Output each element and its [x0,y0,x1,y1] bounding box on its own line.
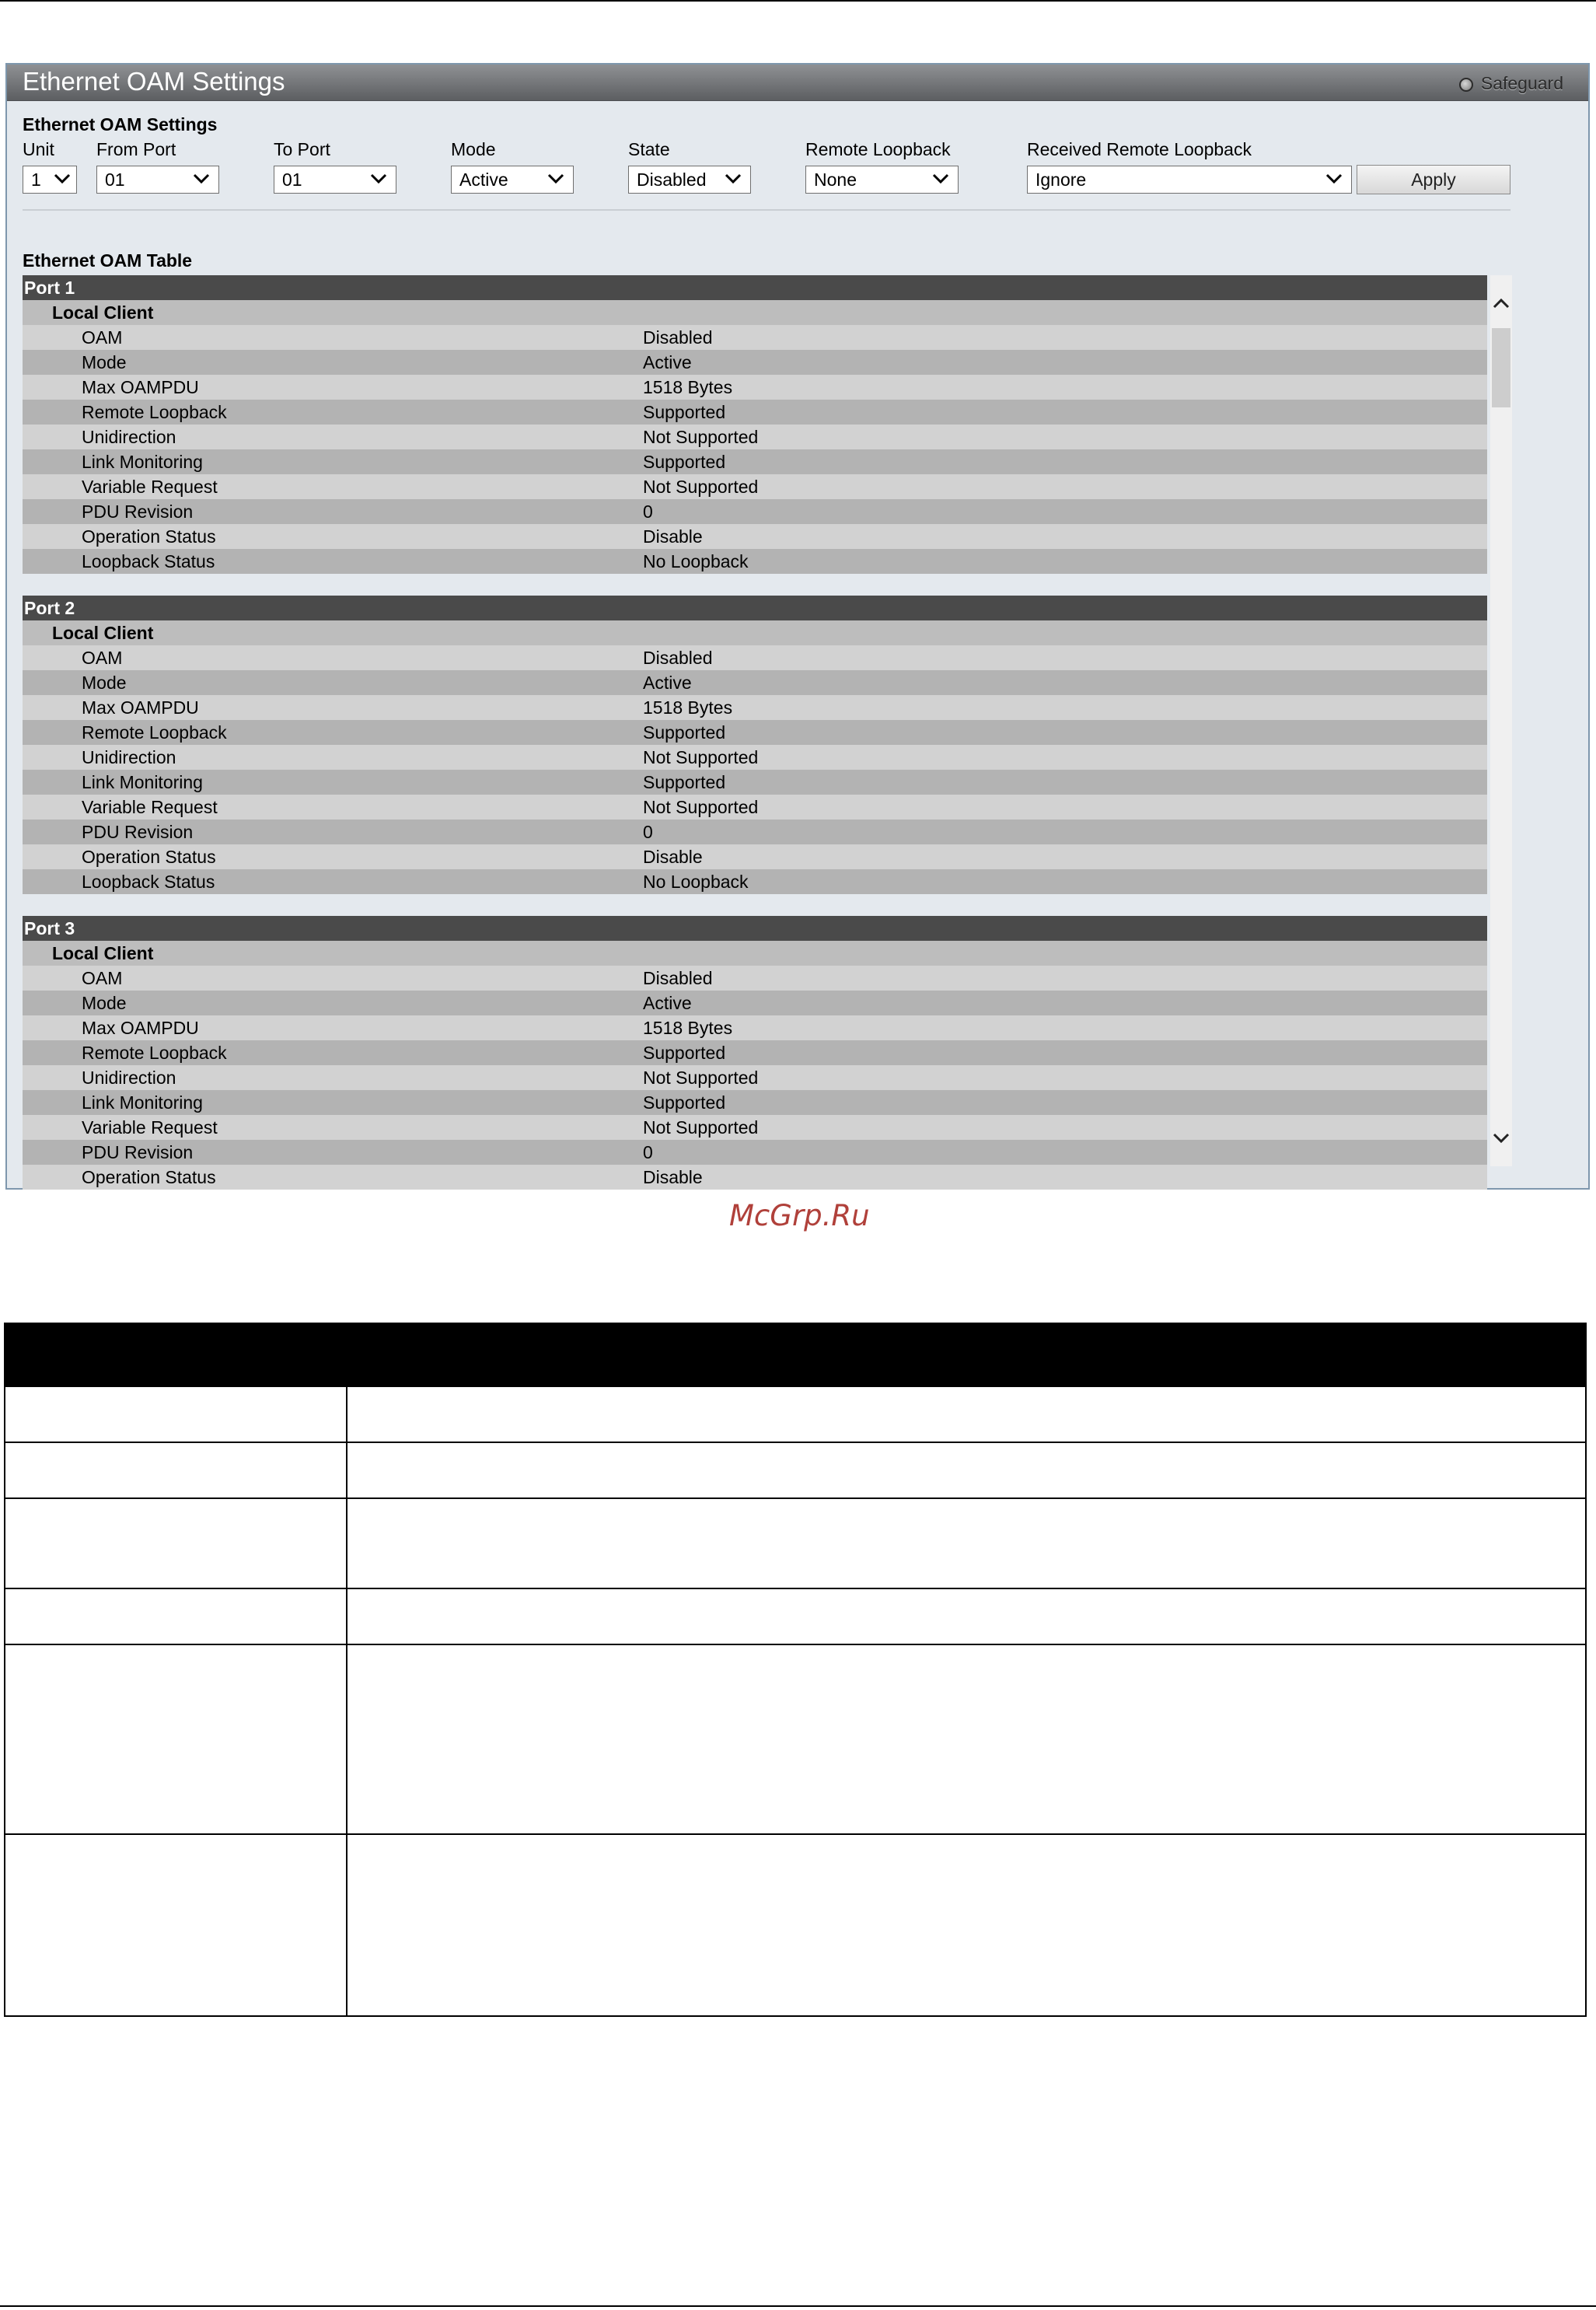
table-row [23,991,1487,1015]
row-value: Not Supported [643,477,759,497]
row-key: Max OAMPDU [82,697,199,718]
row-value: Supported [643,402,726,422]
row-value: No Loopback [643,872,749,892]
chevron-down-icon [722,168,744,190]
row-key: Operation Status [82,526,216,547]
port-header [23,275,1487,300]
description-table-header [4,1323,1587,1387]
row-value: Not Supported [643,427,759,447]
row-key: Operation Status [82,847,216,867]
row-value: Not Supported [643,747,759,767]
chevron-down-icon [545,168,567,190]
row-value: 1518 Bytes [643,1018,733,1038]
table-row [23,499,1487,524]
row-value: Active [643,673,692,693]
port-label: Port 1 [24,278,75,298]
row-key: PDU Revision [82,822,194,842]
row-value: Disabled [643,327,713,348]
table-row [4,1499,1587,1589]
row-value: 1518 Bytes [643,697,733,718]
from-port-value: 01 [105,169,125,190]
chevron-down-icon [190,168,212,190]
table-row [23,350,1487,375]
panel-title: Ethernet OAM Settings [23,67,285,96]
row-value: Supported [643,452,726,472]
table-row [23,549,1487,574]
bottom-rule [0,2305,1596,2307]
row-key: Max OAMPDU [82,1018,199,1038]
mode-value: Active [459,169,508,190]
port-label: Port 3 [24,918,75,938]
unit-value: 1 [31,169,41,190]
table-row [23,325,1487,350]
table-section-title: Ethernet OAM Table [23,250,193,271]
row-key: Loopback Status [82,551,215,571]
table-row [23,795,1487,820]
row-key: Unidirection [82,1068,176,1088]
divider [23,209,1510,211]
remote-loopback-label: Remote Loopback [805,139,951,159]
table-row [23,1115,1487,1140]
local-client-label: Local Client [52,943,154,963]
row-key: OAM [82,968,123,988]
table-row [23,474,1487,499]
table-row [4,1645,1587,1835]
row-value: No Loopback [643,551,749,571]
port-header [23,596,1487,620]
row-value: Supported [643,722,726,743]
row-value: Not Supported [643,797,759,817]
table-row [23,1140,1487,1165]
table-row [23,966,1487,991]
from-port-select[interactable] [96,166,219,194]
row-key: Unidirection [82,747,176,767]
state-label: State [628,139,670,159]
table-row [23,425,1487,449]
row-key: OAM [82,648,123,668]
row-key: Link Monitoring [82,772,203,792]
row-value: Disable [643,526,703,547]
row-value: Disable [643,1167,703,1187]
mode-select[interactable] [451,166,574,194]
unit-label: Unit [23,139,54,159]
chevron-down-icon [930,168,952,190]
row-key: PDU Revision [82,501,194,522]
remote-loopback-select[interactable] [805,166,959,194]
row-value: Active [643,352,692,372]
table-row [4,1835,1587,2017]
port-label: Port 2 [24,598,75,618]
remote-loopback-value: None [814,169,857,190]
to-port-value: 01 [282,169,302,190]
state-value: Disabled [637,169,707,190]
row-value: 0 [643,822,653,842]
local-client-header [23,620,1487,645]
table-row [23,720,1487,745]
row-key: Link Monitoring [82,1092,203,1113]
safeguard-icon [1459,78,1473,92]
row-key: OAM [82,327,123,348]
table-row [23,1165,1487,1190]
table-row [23,820,1487,844]
ethernet-oam-table [23,275,1487,1187]
table-row [23,745,1487,770]
to-port-label: To Port [274,139,330,159]
to-port-select[interactable] [274,166,396,194]
table-row [23,670,1487,695]
from-port-label: From Port [96,139,176,159]
row-key: Operation Status [82,1167,216,1187]
table-row [23,449,1487,474]
safeguard-label: Safeguard [1480,73,1563,93]
table-row [23,695,1487,720]
row-key: Variable Request [82,797,218,817]
table-row [23,1090,1487,1115]
row-value: Not Supported [643,1117,759,1138]
row-value: Active [643,993,692,1013]
row-value: 0 [643,501,653,522]
row-key: Remote Loopback [82,722,227,743]
local-client-label: Local Client [52,302,154,323]
row-value: Supported [643,772,726,792]
top-rule [0,0,1596,2]
received-remote-loopback-value: Ignore [1035,169,1087,190]
row-key: Max OAMPDU [82,377,199,397]
row-key: PDU Revision [82,1142,194,1162]
row-value: Disabled [643,968,713,988]
table-row [23,1015,1487,1040]
row-key: Variable Request [82,477,218,497]
row-value: Disable [643,847,703,867]
port-header [23,916,1487,941]
ethernet-oam-panel [5,63,1590,1232]
row-value: Supported [643,1043,726,1063]
table-row [23,844,1487,869]
row-key: Mode [82,673,127,693]
row-value: 1518 Bytes [643,377,733,397]
table-row [4,1387,1587,1443]
chevron-down-icon [1323,168,1345,190]
table-row [4,1443,1587,1499]
local-client-label: Local Client [52,623,154,643]
row-value: Disabled [643,648,713,668]
table-row [23,1040,1487,1065]
table-scrollbar[interactable] [1490,275,1512,1166]
chevron-down-icon[interactable] [1490,1127,1512,1149]
row-key: Variable Request [82,1117,218,1138]
safeguard-button[interactable] [1459,72,1563,94]
row-value: Supported [643,1092,726,1113]
table-row [23,524,1487,549]
received-remote-loopback-label: Received Remote Loopback [1027,139,1252,159]
watermark: McGrp.Ru [729,1199,870,1232]
row-value: Not Supported [643,1068,759,1088]
local-client-header [23,300,1487,325]
panel-header [7,65,1588,101]
table-row [23,400,1487,425]
chevron-down-icon [368,168,389,190]
state-select[interactable] [628,166,751,194]
scrollbar-thumb[interactable] [1492,328,1510,407]
row-key: Link Monitoring [82,452,203,472]
chevron-down-icon [51,168,73,190]
row-key: Remote Loopback [82,402,227,422]
row-key: Remote Loopback [82,1043,227,1063]
row-key: Loopback Status [82,872,215,892]
local-client-header [23,941,1487,966]
settings-section-title: Ethernet OAM Settings [23,114,218,135]
table-row [4,1589,1587,1645]
row-value: 0 [643,1142,653,1162]
table-row [23,1065,1487,1090]
row-key: Mode [82,993,127,1013]
table-row [23,645,1487,670]
unit-select[interactable] [23,166,77,194]
apply-button[interactable]: Apply [1357,165,1510,194]
table-row [23,375,1487,400]
row-key: Mode [82,352,127,372]
row-key: Unidirection [82,427,176,447]
table-row [23,869,1487,894]
received-remote-loopback-select[interactable] [1027,166,1352,194]
mode-label: Mode [451,139,496,159]
chevron-up-icon[interactable] [1490,292,1512,314]
table-row [23,770,1487,795]
